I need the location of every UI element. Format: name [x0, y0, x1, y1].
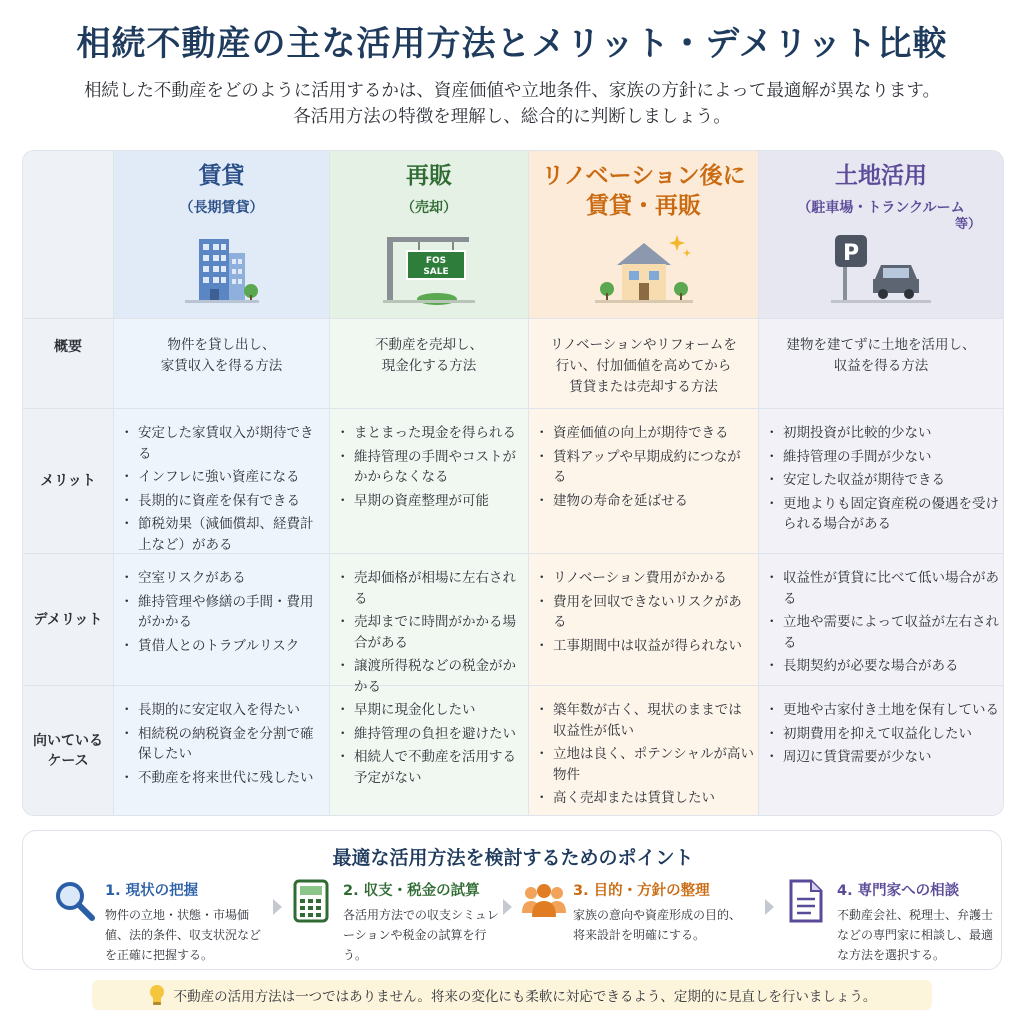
list-item: ・ 譲渡所得税などの税金がかかる [340, 656, 524, 697]
point-title: 2. 収支・税金の試算 [343, 883, 480, 899]
overview-line: 現金化する方法 [381, 358, 477, 374]
column-header-renovation [529, 151, 759, 319]
overview-cell [330, 319, 529, 409]
overview-cell [114, 319, 330, 409]
list-item: ・ 相続税の納税資金を分割で確保したい [124, 724, 325, 765]
list-item: ・ 節税効果（減価償却、経費計上など）がある [124, 514, 325, 555]
list-item: ・ 安定した家賃収入が期待できる [124, 423, 325, 464]
chevron-right-icon [273, 899, 282, 915]
list-item: ・ リノベーション費用がかかる [539, 568, 754, 589]
page-title: 相続不動産の主な活用方法とメリット・デメリット比較 [76, 24, 948, 64]
demerit-cell [330, 554, 529, 695]
list-item: ・ 不動産を将来世代に残したい [124, 768, 325, 789]
suited-list [114, 686, 329, 788]
sign-text: SALE [423, 267, 449, 277]
list-item: ・ まとまった現金を得られる [340, 423, 524, 444]
magnifier-icon [53, 879, 97, 923]
list-item: ・ インフレに強い資産になる [124, 467, 325, 488]
list-item: ・ 維持管理や修繕の手間・費用がかかる [124, 592, 325, 633]
building-icon [177, 231, 267, 307]
list-item: ・ 資産価値の向上が期待できる [539, 423, 754, 444]
list-item: ・ 維持管理の負担を避けたい [340, 724, 524, 745]
demerit-list [330, 554, 528, 697]
overview-cell [529, 319, 759, 409]
table-corner [23, 151, 114, 319]
merit-cell [330, 409, 529, 554]
column-name-line: 賃貸・再販 [586, 193, 701, 219]
document-icon [785, 879, 825, 923]
demerit-cell [759, 554, 1003, 686]
suited-list [330, 686, 528, 788]
merit-list [759, 409, 1003, 535]
list-item: ・ 建物の寿命を延ばせる [539, 491, 754, 512]
points-panel [22, 830, 1002, 970]
list-item: ・ 初期投資が比較的少ない [769, 423, 999, 444]
point-text: 家族の意向や資産形成の目的、将来設計を明確にする。 [573, 908, 742, 942]
row-label-line: 向いている [33, 732, 103, 749]
column-name-line: リノベーション後に [541, 163, 746, 189]
list-item: ・ 安定した収益が期待できる [769, 470, 999, 491]
demerit-cell [114, 554, 330, 686]
subtitle-line: 各活用方法の特徴を理解し、総合的に判断しましょう。 [293, 107, 731, 127]
point-title: 1. 現状の把握 [105, 883, 199, 899]
list-item: ・ 初期費用を抑えて収益化したい [769, 724, 999, 745]
footer-text: 不動産の活用方法は一つではありません。将来の変化にも柔軟に対応できるよう、定期的に見直しを行いましょう。 [173, 989, 877, 1005]
list-item: ・ 費用を回収できないリスクがある [539, 592, 754, 633]
chevron-right-icon [503, 899, 512, 915]
suited-cell [114, 686, 330, 815]
row-label-suited [23, 686, 114, 815]
overview-line: 家賃収入を得る方法 [160, 358, 283, 374]
parking-letter: P [842, 241, 860, 266]
footer-note [92, 980, 932, 1010]
list-item: ・ 工事期間中は収益が得られない [539, 636, 754, 657]
for-sale-sign-icon [379, 231, 479, 307]
point-text: 物件の立地・状態・市場価値、法的条件、収支状況などを正確に把握する。 [105, 908, 262, 962]
merit-list [330, 409, 528, 511]
subtitle-line: 相続した不動産をどのように活用するかは、資産価値や立地条件、家族の方針によって最適解が異なります。 [83, 81, 941, 101]
suited-cell [330, 686, 529, 815]
merit-cell [759, 409, 1003, 554]
parking-car-icon [831, 231, 931, 307]
column-name: 賃貸 [198, 163, 245, 189]
list-item: ・ 維持管理の手間が少ない [769, 447, 999, 468]
merit-list [114, 409, 329, 555]
list-item: ・ 空室リスクがある [124, 568, 325, 589]
list-item: ・ 相続人で不動産を活用する予定がない [340, 747, 524, 788]
suited-list [529, 686, 758, 809]
list-item: ・ 賃借人とのトラブルリスク [124, 636, 325, 657]
overview-line: 不動産を売却し、 [375, 337, 483, 353]
list-item: ・ 維持管理の手間やコストがかからなくなる [340, 447, 524, 488]
suited-list [759, 686, 1003, 768]
column-subname: （駐車場・トランクルーム [797, 200, 965, 216]
overview-line: 賃貸または売却する方法 [569, 379, 718, 395]
list-item: ・ 立地は良く、ポテンシャルが高い物件 [539, 744, 754, 785]
list-item: ・ 周辺に賃貸需要が少ない [769, 747, 999, 768]
list-item: ・ 売却までに時間がかかる場合がある [340, 612, 524, 653]
point-title: 3. 目的・方針の整理 [573, 883, 710, 899]
list-item: ・ 早期の資産整理が可能 [340, 491, 524, 512]
calculator-icon [291, 879, 331, 923]
people-icon [521, 879, 567, 923]
row-label-merit: メリット [23, 409, 114, 554]
overview-line: リノベーションやリフォームを [550, 337, 737, 353]
point-title: 4. 専門家への相談 [837, 883, 960, 899]
list-item: ・ 売却価格が相場に左右される [340, 568, 524, 609]
column-header-land-use [759, 151, 1003, 319]
list-item: ・ 収益性が賃貸に比べて低い場合がある [769, 568, 999, 609]
merit-list [529, 409, 758, 511]
suited-cell [759, 686, 1003, 815]
list-item: ・ 長期契約が必要な場合がある [769, 656, 999, 677]
overview-line: 建物を建てずに土地を活用し、 [786, 337, 976, 353]
sign-text: FOS [425, 256, 447, 266]
merit-cell [529, 409, 759, 554]
demerit-list [114, 554, 329, 656]
list-item: ・ 立地や需要によって収益が左右される [769, 612, 999, 653]
comparison-table [22, 150, 1004, 816]
demerit-cell [529, 554, 759, 686]
point-text: 各活用方法での収支シミュレーションや税金の試算を行う。 [343, 908, 499, 962]
column-name [529, 161, 758, 221]
demerit-list [529, 554, 758, 656]
points-title: 最適な活用方法を検討するためのポイント [332, 847, 694, 869]
list-item: ・ 賃料アップや早期成約につながる [539, 447, 754, 488]
row-label-overview: 概要 [23, 319, 114, 409]
overview-line: 収益を得る方法 [833, 358, 929, 374]
list-item: ・ 早期に現金化したい [340, 700, 524, 721]
merit-cell [114, 409, 330, 554]
list-item: ・ 高く売却または賃貸したい [539, 788, 754, 809]
list-item: ・ 長期的に安定収入を得たい [124, 700, 325, 721]
column-subname: （長期賃貸） [179, 200, 264, 216]
suited-cell [529, 686, 759, 815]
lightbulb-icon [148, 984, 166, 1006]
demerit-list [759, 554, 1003, 677]
column-name: 土地活用 [835, 163, 927, 189]
point-text: 不動産会社、税理士、弁護士などの専門家に相談し、最適な方法を選択する。 [837, 908, 994, 962]
overview-line: 物件を貸し出し、 [167, 337, 276, 353]
chevron-right-icon [765, 899, 774, 915]
list-item: ・ 更地よりも固定資産税の優遇を受けられる場合がある [769, 494, 999, 535]
column-header-rental [114, 151, 330, 319]
house-sparkle-icon [589, 231, 699, 307]
list-item: ・ 築年数が古く、現状のままでは収益性が低い [539, 700, 754, 741]
row-label-line: ケース [47, 752, 89, 769]
list-item: ・ 更地や古家付き土地を保有している [769, 700, 999, 721]
overview-cell [759, 319, 1003, 409]
column-subname: （売却） [401, 200, 457, 216]
column-subname-suffix: 等） [954, 217, 981, 232]
page-subtitle [0, 78, 1024, 130]
row-label-demerit: デメリット [23, 554, 114, 686]
column-header-sale [330, 151, 529, 319]
overview-line: 行い、付加価値を高めてから [555, 358, 732, 374]
column-name: 再販 [406, 163, 452, 189]
list-item: ・ 長期的に資産を保有できる [124, 491, 325, 512]
